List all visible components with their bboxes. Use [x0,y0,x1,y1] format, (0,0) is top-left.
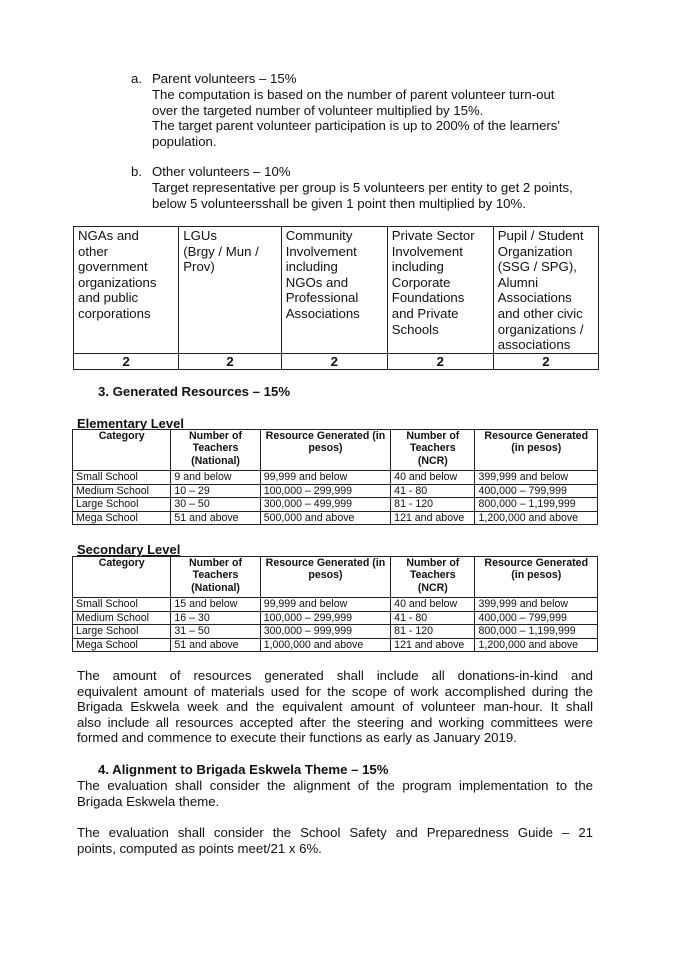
header-category: Category [73,430,171,471]
cell-line: Foundations [391,290,465,306]
table-row [73,598,598,612]
table-row [73,471,598,485]
text-line: The target parent volunteer participation is up to 200% of the learners' [152,118,560,134]
secondary-resources-table [72,556,598,652]
entity-cell-community [281,227,387,354]
points-row [74,353,599,370]
cell-line: corporations [78,305,151,321]
cell-line: Prov) [183,259,215,275]
cell: 99,999 and below [260,471,390,485]
cell-line: (SSG / SPG), [497,259,577,275]
cell: 40 and below [391,471,475,485]
table-header-row [73,557,598,598]
entity-cell-lgus [179,227,281,354]
cell: Medium School [73,484,171,498]
other-volunteers-label: b. [131,164,142,179]
text-line: also include all resources accepted after the steering and working committees were [77,714,593,730]
cell-line: Associations [497,290,572,306]
cell-line: Pupil / Student [497,228,584,243]
text-line: The evaluation shall consider the alignment of the program implementation to the [77,778,593,793]
points-cell: 2 [74,353,179,370]
cell-line: Alumni [497,274,539,290]
cell-line: other [78,243,109,259]
table-row [73,511,598,525]
elementary-level-title-text: Elementary Level [77,416,184,431]
cell-line: and Private [391,305,459,321]
cell: Small School [73,471,171,485]
entity-cell-ngas [74,227,179,354]
entity-cell-private-sector [387,227,493,354]
cell-line: Community [285,228,353,243]
cell-line: LGUs [183,228,217,243]
cell: 800,000 – 1,199,999 [475,625,598,639]
table-row [73,498,598,512]
text-line: over the targeted number of volunteer multiplied by 15%. [152,102,484,118]
cell: 400,000 – 799,999 [475,611,598,625]
cell-line: Private Sector [391,228,475,243]
text-line: The amount of resources generated shall include all donations-in-kind and [77,668,593,683]
cell: 99,999 and below [260,598,390,612]
cell-line: including [285,259,338,275]
entity-row [74,227,599,354]
header-resource-national: Resource Generated (in pesos) [260,430,390,471]
cell: 300,000 – 499,999 [260,498,390,512]
cell: 81 - 120 [391,625,475,639]
cell: 10 – 29 [171,484,260,498]
cell: 800,000 – 1,199,999 [475,498,598,512]
parent-volunteers-text [152,87,594,149]
text-line: equivalent amount of materials used for the scope of work accomplished during the [77,683,593,699]
resources-paragraph [77,668,593,746]
section-4-heading: 4. Alignment to Brigada Eskwela Theme – 15% [98,762,389,777]
points-cell: 2 [179,353,281,370]
cell-line: NGOs and [285,274,349,290]
cell-line: associations [497,337,571,353]
cell-line: Involvement [391,243,463,259]
secondary-level-title-text: Secondary Level [77,542,181,557]
cell-line: Schools [391,321,439,337]
other-volunteers-heading: Other volunteers – 10% [152,164,291,179]
header-teachers-national: Number of Teachers (National) [171,557,260,598]
cell-line: Associations [285,305,360,321]
cell: 1,200,000 and above [475,511,598,525]
text-line: The evaluation shall consider the School Safety and Preparedness Guide – 21 [77,825,593,840]
alignment-paragraph [77,778,593,809]
cell: 31 – 50 [171,625,260,639]
text-line: population. [152,133,217,149]
table-row [73,611,598,625]
cell: 121 and above [391,638,475,652]
cell-line: and public [78,290,139,306]
cell-line: NGAs and [78,228,139,243]
elementary-resources-table [72,429,598,525]
cell: 399,999 and below [475,598,598,612]
points-cell: 2 [387,353,493,370]
cell: 41 - 80 [391,484,475,498]
table-row [73,638,598,652]
cell-line: government [78,259,148,275]
header-resource-ncr: Resource Generated (in pesos) [475,430,598,471]
text-line: Brigada Eskwela week and the equivalent amount of volunteer man-hour. It shall [77,699,593,715]
cell: 1,000,000 and above [260,638,390,652]
cell-line: (Brgy / Mun / [183,243,259,259]
cell: Large School [73,498,171,512]
entity-cell-pupil-student [493,227,598,354]
cell: 121 and above [391,511,475,525]
cell-line: Involvement [285,243,357,259]
cell: Mega School [73,638,171,652]
cell-line: Organization [497,243,573,259]
cell: 100,000 – 299,999 [260,611,390,625]
cell: Medium School [73,611,171,625]
cell: 51 and above [171,511,260,525]
points-cell: 2 [281,353,387,370]
cell: 15 and below [171,598,260,612]
text-line: The computation is based on the number of parent volunteer turn-out [152,87,555,102]
safety-paragraph [77,825,593,856]
text-line: Target representative per group is 5 volunteers per entity to get 2 points, [152,180,573,195]
other-volunteers-text [152,180,594,211]
table-row [73,484,598,498]
text-line: points, computed as points meet/21 x 6%. [77,840,322,856]
cell: 81 - 120 [391,498,475,512]
cell: 500,000 and above [260,511,390,525]
cell: 40 and below [391,598,475,612]
cell: 41 - 80 [391,611,475,625]
header-resource-ncr: Resource Generated (in pesos) [475,557,598,598]
cell: 400,000 – 799,999 [475,484,598,498]
text-line: below 5 volunteersshall be given 1 point then multiplied by 10%. [152,195,526,211]
table-row [73,625,598,639]
cell: 16 – 30 [171,611,260,625]
cell: Large School [73,625,171,639]
text-line: Brigada Eskwela theme. [77,793,220,809]
header-teachers-national: Number of Teachers (National) [171,430,260,471]
header-teachers-ncr: Number of Teachers (NCR) [391,430,475,471]
cell: 300,000 – 999,999 [260,625,390,639]
parent-volunteers-label: a. [131,71,142,86]
cell: 1,200,000 and above [475,638,598,652]
cell-line: Professional [285,290,359,306]
cell: 51 and above [171,638,260,652]
section-3-heading: 3. Generated Resources – 15% [98,384,291,399]
header-resource-national: Resource Generated (in pesos) [260,557,390,598]
cell-line: organizations / [497,321,584,337]
volunteer-entity-table [73,226,599,370]
points-cell: 2 [493,353,598,370]
cell: 100,000 – 299,999 [260,484,390,498]
header-teachers-ncr: Number of Teachers (NCR) [391,557,475,598]
cell: Small School [73,598,171,612]
text-line: formed and commence to execute their functions as early as January 2019. [77,730,517,746]
cell-line: organizations [78,274,157,290]
cell: 399,999 and below [475,471,598,485]
cell-line: including [391,259,444,275]
header-category: Category [73,557,171,598]
parent-volunteers-heading: Parent volunteers – 15% [152,71,297,86]
cell: 30 – 50 [171,498,260,512]
table-header-row [73,430,598,471]
cell: 9 and below [171,471,260,485]
cell-line: and other civic [497,305,583,321]
cell: Mega School [73,511,171,525]
cell-line: Corporate [391,274,451,290]
